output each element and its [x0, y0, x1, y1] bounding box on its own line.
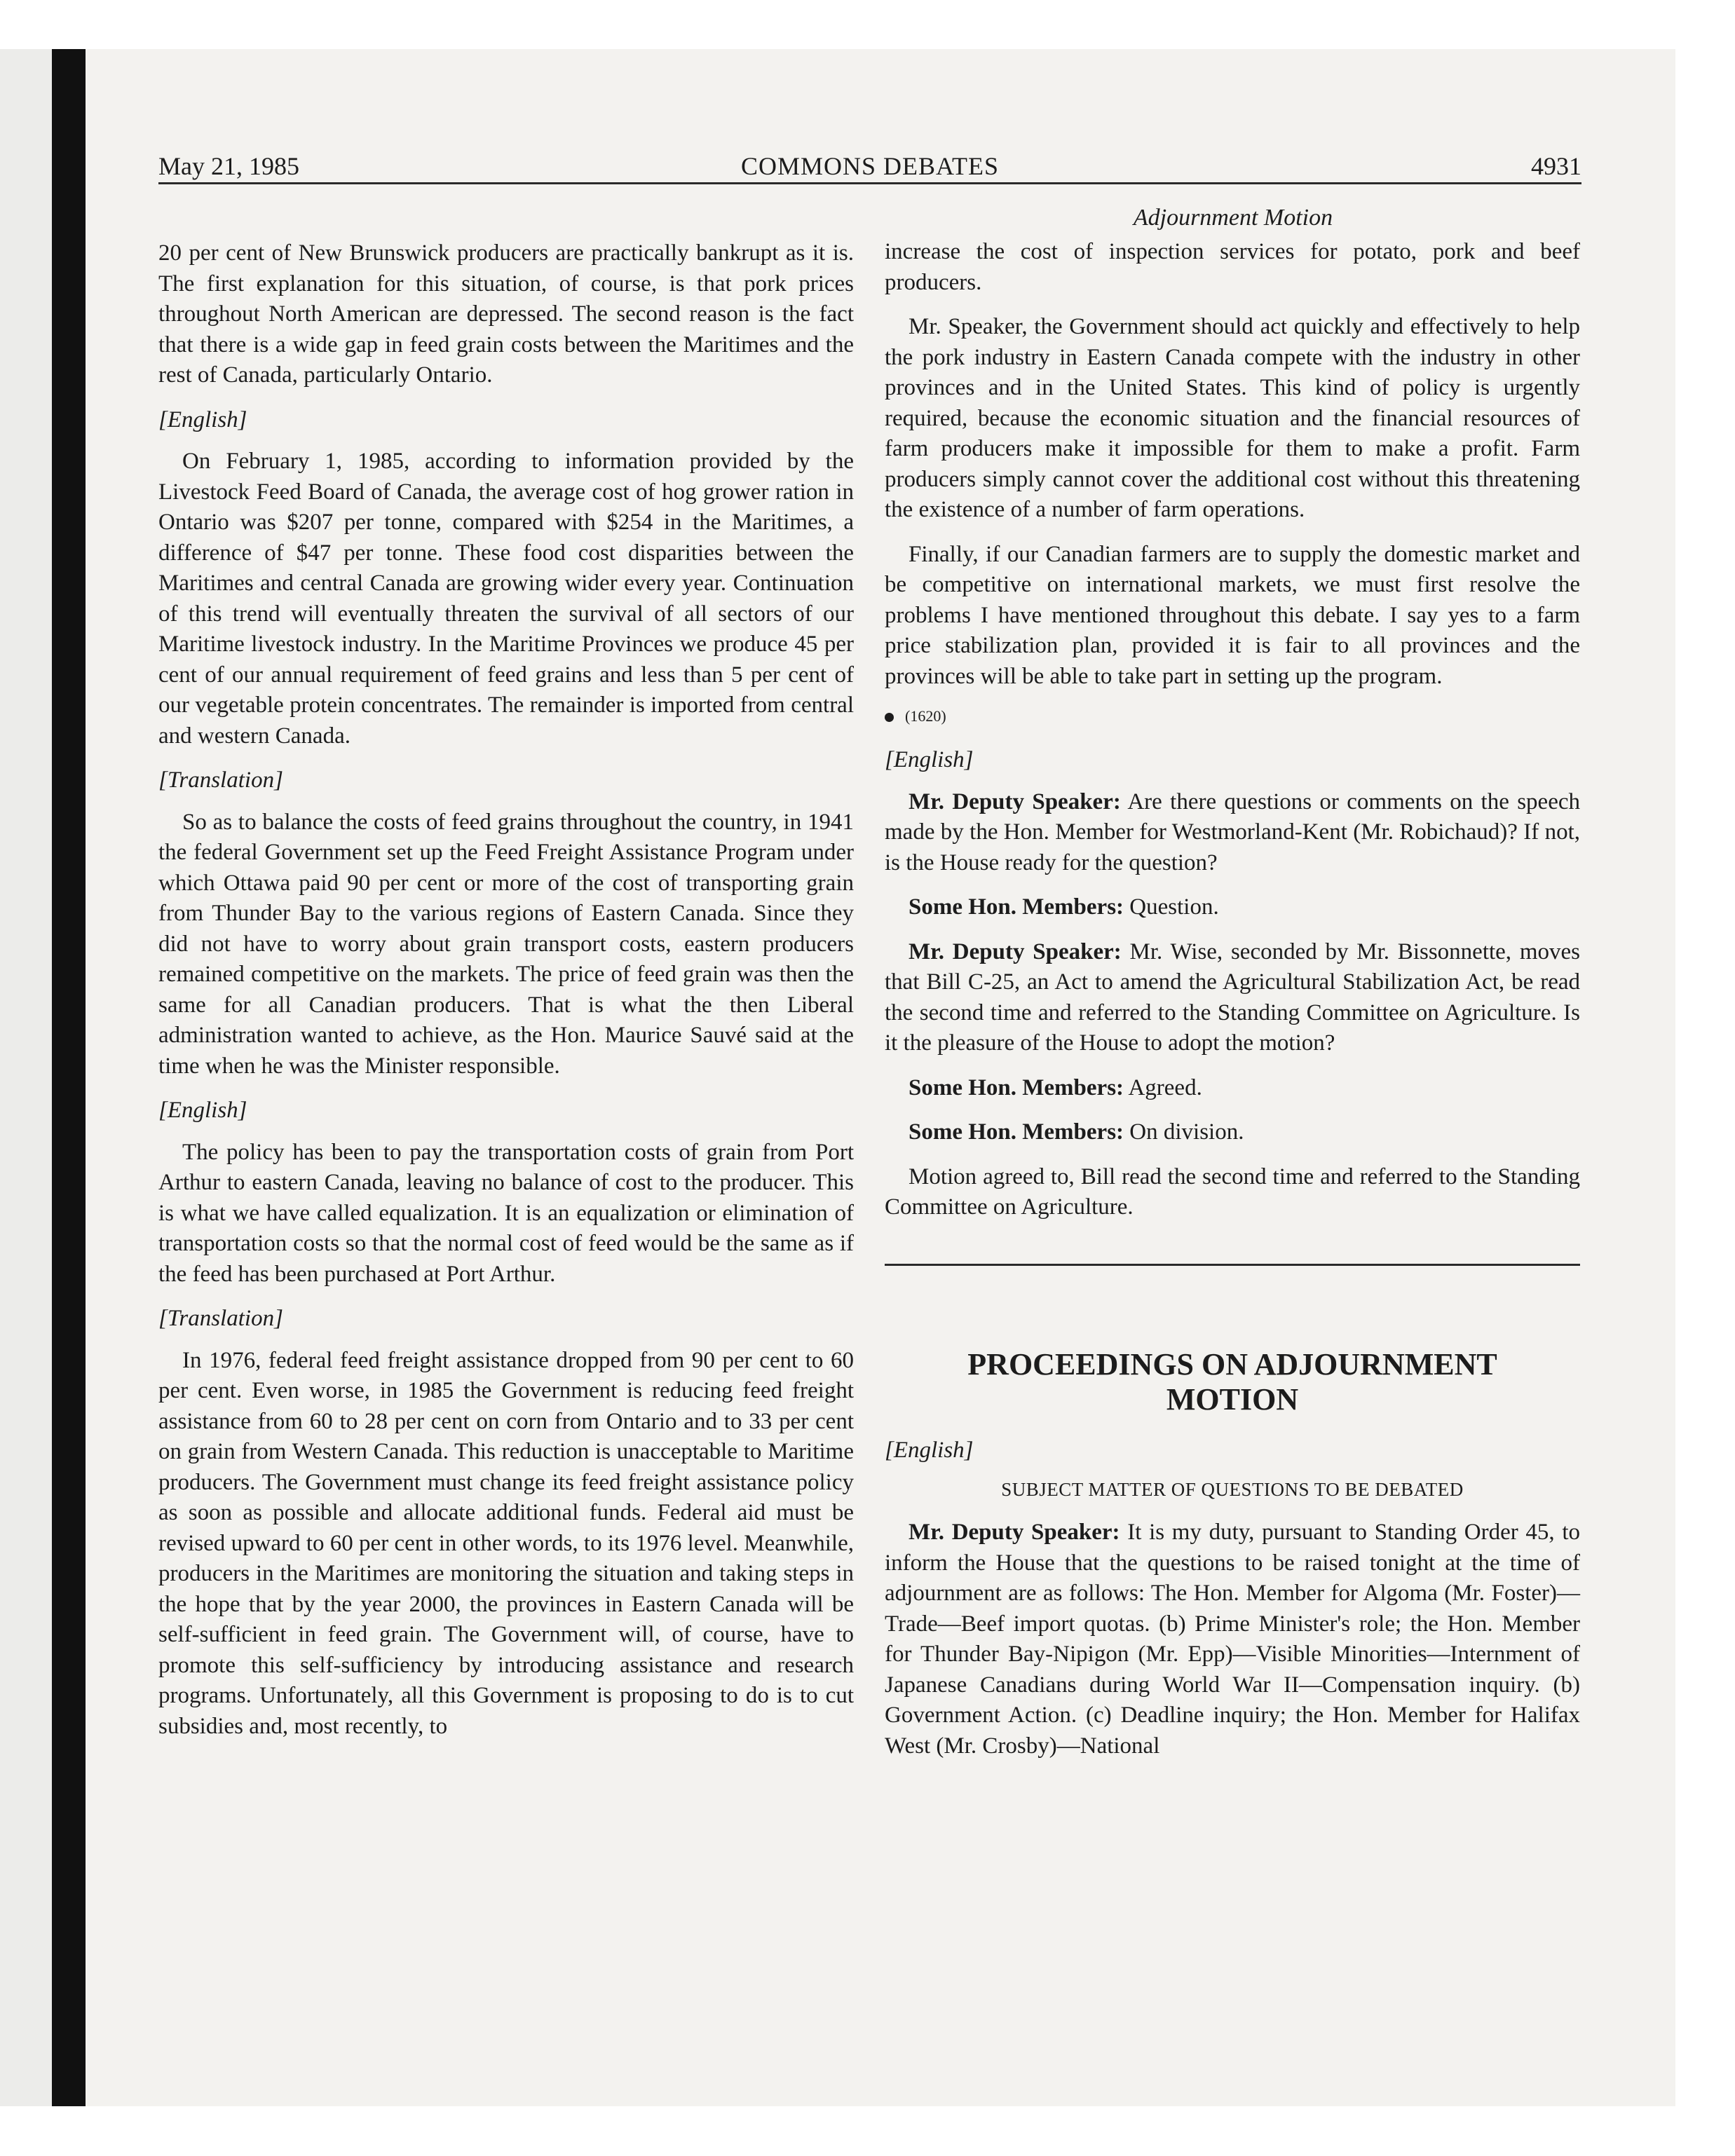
bullet-icon	[885, 713, 894, 722]
language-tag: [Translation]	[158, 767, 283, 793]
speech	[885, 892, 1580, 923]
speech-text: Are there questions or comments on the speech made by the Hon. Member for Westmorland-Kent (Mr. Robichaud)? If not, is the House ready for the question?	[885, 789, 1580, 875]
speech-text: Mr. Wise, seconded by Mr. Bissonnette, moves that Bill C-25, an Act to amend the Agricultural Stabilization Act, be read the second time and referred to the Standing Committee on Agriculture. Is it the pleasure of the House to adopt the motion?	[885, 939, 1580, 1056]
speech	[885, 1517, 1580, 1761]
speech-text: On division.	[1124, 1119, 1244, 1145]
header-title: COMMONS DEBATES	[740, 152, 1000, 180]
paragraph: The policy has been to pay the transportation costs of grain from Port Arthur to eastern Canada, leaving no balance of cost to the producer. This is what we have called equalization. It is an equalization or elimination of transportation costs so that the normal cost of feed would be the same as if the feed has been purchased at Port Arthur.	[158, 1139, 854, 1287]
speaker-name: Some Hon. Members:	[909, 1119, 1124, 1145]
section-title-line: MOTION	[1166, 1381, 1299, 1417]
language-tag: [English]	[158, 407, 247, 432]
speech	[885, 937, 1580, 1059]
paragraph: Motion agreed to, Bill read the second time and referred to the Standing Committee on Agriculture.	[885, 1164, 1580, 1220]
timestamp-text: (1620)	[905, 707, 946, 725]
speech	[885, 1073, 1580, 1104]
timestamp	[885, 706, 1580, 727]
page-header	[158, 149, 1581, 184]
header-date: May 21, 1985	[158, 152, 299, 180]
paragraph: 20 per cent of New Brunswick producers are practically bankrupt as it is. The first explanation for this situation, of course, is that pork prices throughout North American are depressed. The second reason is the fact that there is a wide gap in feed grain costs between the Maritimes and the rest of Canada, particularly Ontario.	[158, 240, 854, 388]
running-head: Adjournment Motion	[1133, 205, 1333, 231]
paragraph: increase the cost of inspection services for potato, pork and beef producers.	[885, 239, 1580, 295]
paragraph: Finally, if our Canadian farmers are to supply the domestic market and be competitive on international markets, we must first resolve the problems I have mentioned throughout this debate. I say yes to a farm price stabilization plan, provided it is fair to all provinces and the provinces will be able to take part in setting up the program.	[885, 541, 1580, 689]
language-tag: [English]	[158, 1098, 247, 1123]
speech-text: Question.	[1124, 894, 1219, 920]
subject-heading: SUBJECT MATTER OF QUESTIONS TO BE DEBATED	[1001, 1479, 1464, 1500]
header-rule	[158, 182, 1581, 184]
speech-text: Agreed.	[1124, 1074, 1202, 1100]
paragraph: So as to balance the costs of feed grains throughout the country, in 1941 the federal Government set up the Feed Freight Assistance Program under which Ottawa paid 90 per cent or more of the cost of transporting grain from Thunder Bay to the various regions of Eastern Canada. Since they did not have to worry about grain transport costs, eastern producers remained competitive on the markets. The price of feed grain was then the same for all Canadian producers. That is what the then Liberal administration wanted to achieve, as the Hon. Maurice Sauvé said at the time when he was the Minister responsible.	[158, 809, 854, 1079]
left-column	[158, 238, 854, 1756]
speaker-name: Mr. Deputy Speaker:	[909, 1520, 1120, 1545]
section-rule	[885, 1264, 1580, 1266]
speaker-name: Mr. Deputy Speaker:	[909, 789, 1121, 814]
language-tag: [English]	[885, 747, 974, 772]
language-tag: [English]	[885, 1437, 974, 1463]
scan-binding-edge	[52, 49, 86, 2106]
paragraph: Mr. Speaker, the Government should act quickly and effectively to help the pork industry in Eastern Canada compete with the industry in other provinces and in the United States. This kind of policy is urgently required, because the economic situation and the financial resources of farm producers make it impossible for them to make a profit. Farm producers simply cannot cover the additional cost without this threatening the existence of a number of farm operations.	[885, 314, 1580, 522]
speech-text: It is my duty, pursuant to Standing Order 45, to inform the House that the questions to be raised tonight at the time of adjournment are as follows: The Hon. Member for Algoma (Mr. Foster)—Trade—Beef import quotas. (b) Prime Minister's role; the Hon. Member for Thunder Bay-Nipigon (Mr. Epp)—Visible Minorities—Internment of Japanese Canadians during World War II—Compensation inquiry. (b) Government Action. (c) Deadline inquiry; the Hon. Member for Halifax West (Mr. Crosby)—National	[885, 1520, 1580, 1759]
section-title	[885, 1347, 1580, 1417]
speech	[885, 1117, 1580, 1148]
speaker-name: Some Hon. Members:	[909, 1074, 1124, 1100]
speaker-name: Mr. Deputy Speaker:	[909, 939, 1122, 964]
paragraph: In 1976, federal feed freight assistance dropped from 90 per cent to 60 per cent. Even worse, in 1985 the Government is reducing feed freight assistance from 60 to 28 per cent on corn from Ontario and to 33 per cent on grain from Western Canada. This reduction is unacceptable to Maritime producers. The Government must change its feed freight assistance policy as soon as possible and allocate additional funds. Federal aid must be revised upward to 60 per cent in other words, to its 1976 level. Meanwhile, producers in the Maritimes are monitoring the situation and taking steps in the hope that by the year 2000, the provinces in Eastern Canada will be self-sufficient in feed grain. The Government will, of course, have to promote this self-sufficiency by introducing assistance and research programs. Unfortunately, all this Government is proposing to do is to cut subsidies and, most recently, to	[158, 1347, 854, 1739]
section-title-line: PROCEEDINGS ON ADJOURNMENT	[967, 1346, 1497, 1381]
speech	[885, 787, 1580, 879]
paragraph: On February 1, 1985, according to information provided by the Livestock Feed Board of Canada, the average cost of hog grower ration in Ontario was $207 per tonne, compared with $254 in the Maritimes, a difference of $47 per tonne. These food cost disparities between the Maritimes and central Canada are growing wider every year. Continuation of this trend will eventually threaten the survival of all sectors of our Maritime livestock industry. In the Maritime Provinces we produce 45 per cent of our annual requirement of feed grains and less than 5 per cent of our vegetable protein concentrates. The remainder is imported from central and western Canada.	[158, 449, 854, 749]
language-tag: [Translation]	[158, 1306, 283, 1331]
speaker-name: Some Hon. Members:	[909, 894, 1124, 920]
right-column	[885, 237, 1580, 1775]
header-page-number: 4931	[1531, 152, 1581, 180]
